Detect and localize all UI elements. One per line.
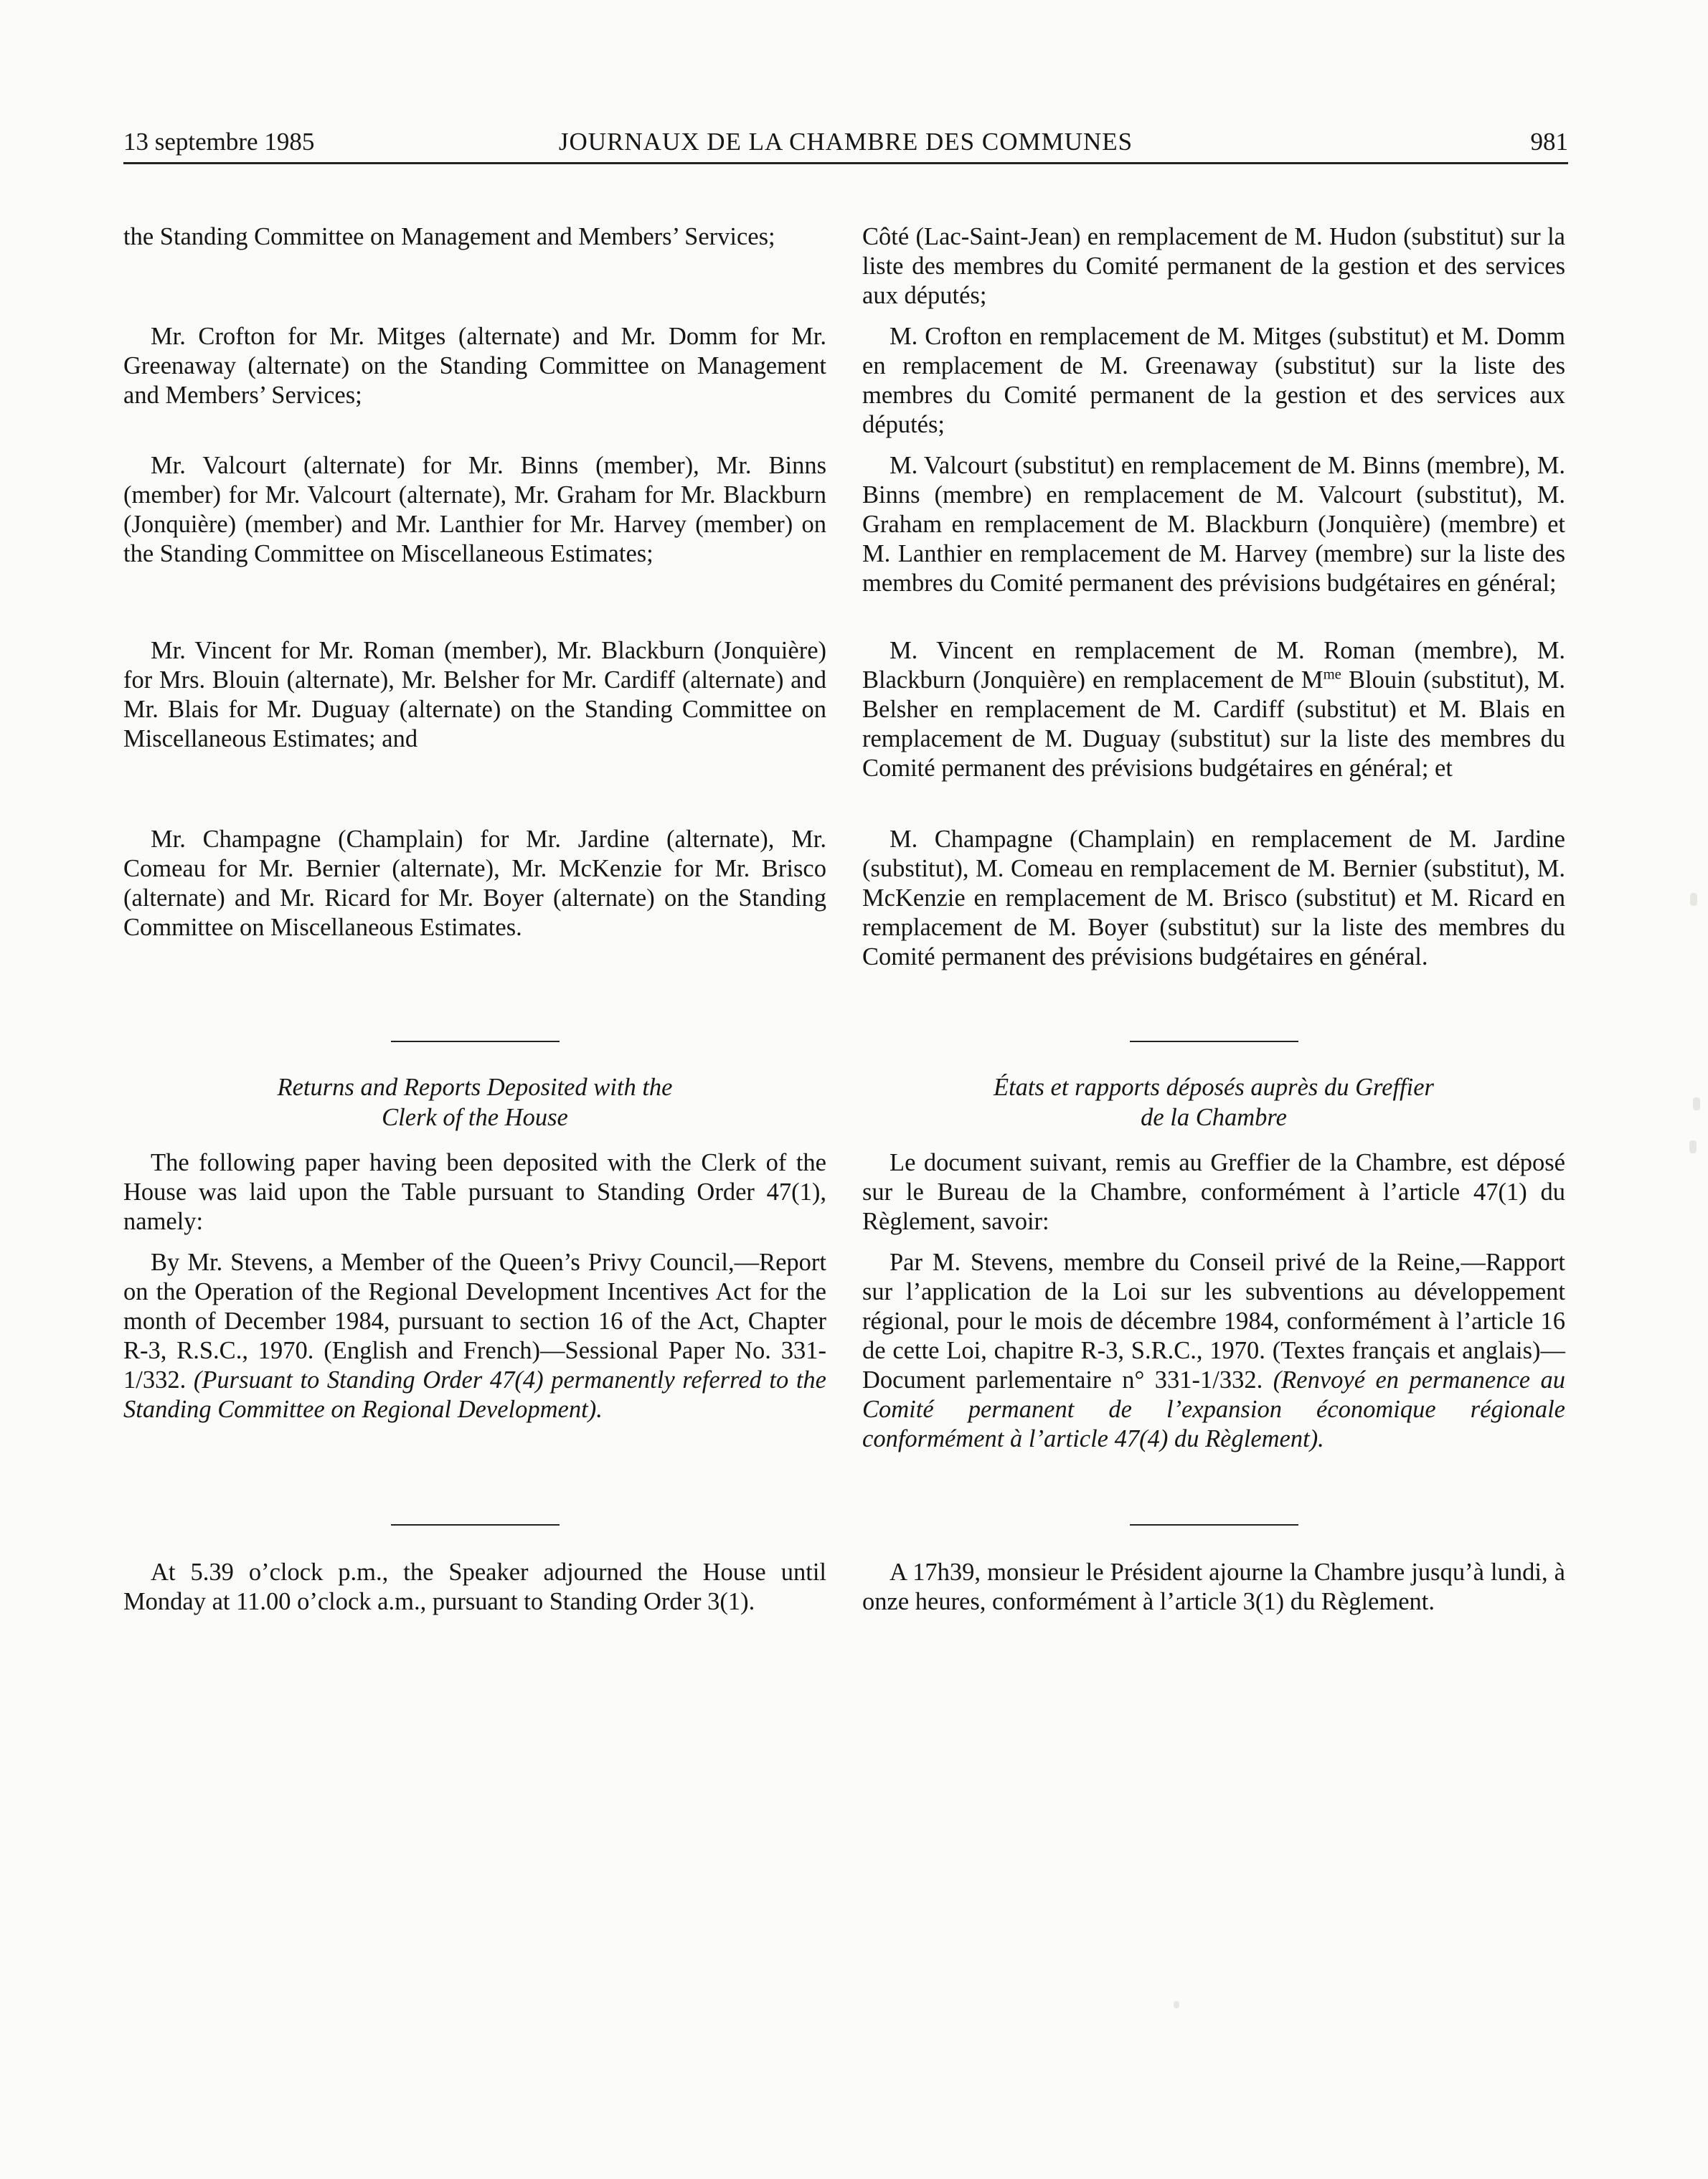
en-para-top: the Standing Committee on Management and Members’ Services; (123, 223, 775, 250)
header-page-number: 981 (1530, 128, 1568, 156)
en-para-crofton: Mr. Crofton for Mr. Mitges (alternate) and Mr. Domm for Mr. Greenaway (alternate) on the Standing Committee on Management and Members’ Services; (123, 323, 826, 409)
fr-stevens-italic-note: (Renvoyé en permanence au Comité permanent de l’expansion économique régionale conformément à l’article 47(4) du Règlement). (862, 1366, 1566, 1452)
scan-speck (1174, 2001, 1179, 2008)
fr-para-crofton: M. Crofton en remplacement de M. Mitges (substitut) et M. Domm en remplacement de M. Greenaway (substitut) sur la liste des membres du Comité permanent de la gestion et des services aux députés; (862, 323, 1565, 438)
fr-para-stevens: Par M. Stevens, membre du Conseil privé de la Reine,—Rapport sur l’application de la Loi sur les subventions au développement régional, pour le mois de décembre 1984, conformément à l’article 16 de cette Loi, chapitre R-3, S.R.C., 1970. (Textes français et anglais)—Document parlementaire n° 331-1/332. (Renvoyé en permanence au Comité permanent de l’expansion économique régionale conformément à l’article 47(4) du Règlement). (862, 1249, 1566, 1452)
en-heading-line-2: Clerk of the House (382, 1104, 568, 1131)
scan-speck (1693, 1097, 1700, 1110)
en-para-champagne: Mr. Champagne (Champlain) for Mr. Jardine (alternate), Mr. Comeau for Mr. Bernier (alternate), Mr. McKenzie for Mr. Brisco (alternate) and Mr. Ricard for Mr. Boyer (alternate) on the Standing Committee on Miscellaneous Estimates. (123, 826, 826, 941)
header-journal-title: JOURNAUX DE LA CHAMBRE DES COMMUNES (558, 128, 1133, 156)
en-para-vincent: Mr. Vincent for Mr. Roman (member), Mr. Blackburn (Jonquière) for Mrs. Blouin (alternate), Mr. Belsher for Mr. Cardiff (alternate) and Mr. Blais for Mr. Duguay (alternate) on the Standing Committee on Miscellaneous Estimates; and (123, 637, 826, 752)
page-header (123, 122, 1568, 164)
en-stevens-italic-note: (Pursuant to Standing Order 47(4) permanently referred to the Standing Committee on Regional Development). (123, 1366, 826, 1423)
fr-separator-rule-2 (1130, 1524, 1298, 1526)
fr-para-vincent: M. Vincent en remplacement de M. Roman (membre), M. Blackburn (Jonquière) en remplacement de $M^{me}$ Blouin (substitut), M. Belsher en remplacement de M. Cardiff (substitut) et M. Blais en remplacement de M. Duguay (substitut) sur la liste des membres du Comité permanent des prévisions budgétaires en général; et (862, 637, 1565, 782)
fr-para-adjourn: A 17h39, monsieur le Président ajourne la Chambre jusqu’à lundi, à onze heures, conformément à l’article 3(1) du Règlement. (862, 1559, 1565, 1615)
fr-para-following: Le document suivant, remis au Greffier de la Chambre, est déposé sur le Bureau de la Chambre, conformément à l’article 47(1) du Règlement, savoir: (862, 1149, 1565, 1235)
fr-heading-line-2: de la Chambre (1141, 1104, 1287, 1131)
en-separator-rule-1 (391, 1041, 560, 1042)
fr-para-top: Côté (Lac-Saint-Jean) en remplacement de M. Hudon (substitut) sur la liste des membres du Comité permanent de la gestion et des services aux députés; (862, 223, 1565, 309)
fr-section-heading (862, 1072, 1565, 1133)
scan-speck (1689, 1140, 1697, 1153)
fr-separator-rule-1 (1130, 1041, 1298, 1042)
en-separator-rule-2 (391, 1524, 560, 1526)
scan-speck (1690, 893, 1697, 906)
en-section-heading (123, 1072, 826, 1133)
en-para-stevens: By Mr. Stevens, a Member of the Queen’s Privy Council,—Report on the Operation of the Regional Development Incentives Act for the month of December 1984, pursuant to section 16 of the Act, Chapter R-3, R.S.C., 1970. (English and French)—Sessional Paper No. 331-1/332. (Pursuant to Standing Order 47(4) permanently referred to the Standing Committee on Regional Development). (123, 1249, 826, 1423)
fr-heading-line-1: États et rapports déposés auprès du Greffier (994, 1074, 1434, 1101)
en-para-valcourt: Mr. Valcourt (alternate) for Mr. Binns (member), Mr. Binns (member) for Mr. Valcourt (alternate), Mr. Graham for Mr. Blackburn (Jonquière) (member) and Mr. Lanthier for Mr. Harvey (member) on the Standing Committee on Miscellaneous Estimates; (123, 452, 826, 567)
en-para-adjourn: At 5.39 o’clock p.m., the Speaker adjourned the House until Monday at 11.00 o’clock a.m., pursuant to Standing Order 3(1). (123, 1559, 826, 1615)
fr-para-valcourt: M. Valcourt (substitut) en remplacement de M. Binns (membre), M. Binns (membre) en remplacement de M. Valcourt (substitut), M. Graham en remplacement de M. Blackburn (Jonquière) (membre) et M. Lanthier en remplacement de M. Harvey (membre) sur la liste des membres du Comité permanent des prévisions budgétaires en général; (862, 452, 1565, 597)
header-date: 13 septembre 1985 (123, 128, 315, 156)
en-heading-line-1: Returns and Reports Deposited with the (277, 1074, 673, 1101)
en-para-following: The following paper having been deposited with the Clerk of the House was laid upon the Table pursuant to Standing Order 47(1), namely: (123, 1149, 826, 1235)
fr-para-champagne: M. Champagne (Champlain) en remplacement de M. Jardine (substitut), M. Comeau en remplacement de M. Bernier (substitut), M. McKenzie en remplacement de M. Brisco (substitut) et M. Ricard en remplacement de M. Boyer (substitut) sur la liste des membres du Comité permanent des prévisions budgétaires en général. (862, 826, 1565, 970)
